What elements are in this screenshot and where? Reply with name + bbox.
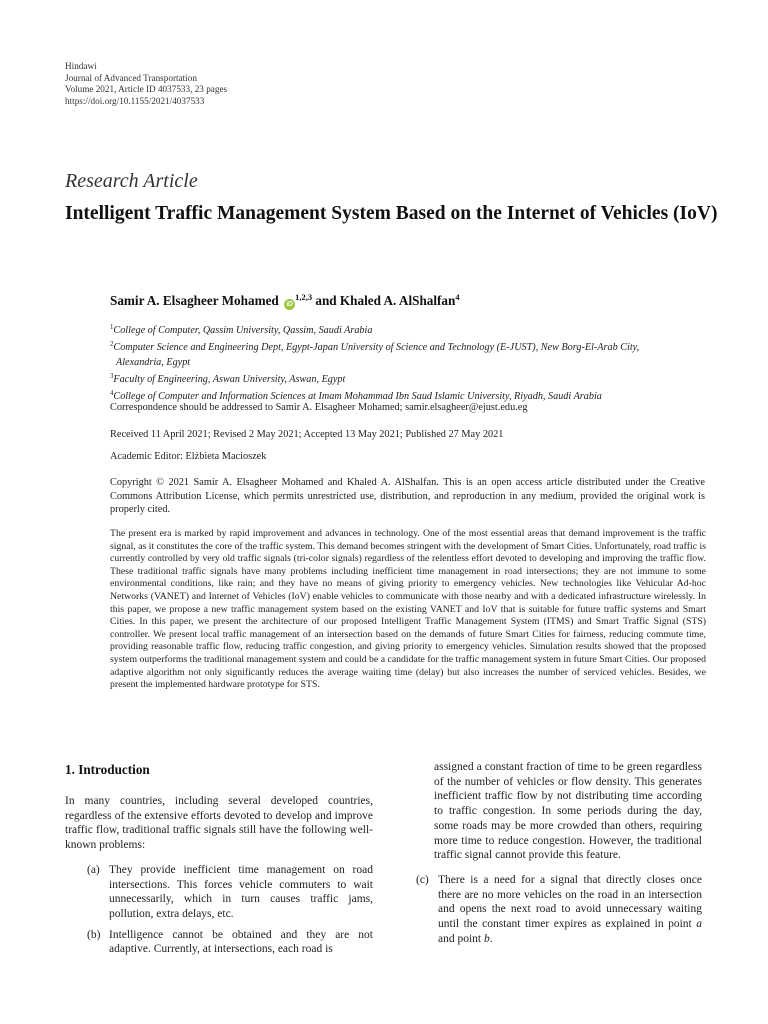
affiliation-number: 4 [110,390,114,398]
point-ref-a: a [696,918,702,931]
list-item-text-part: There is a need for a signal that directly closes once there are no more vehicles on the road in an intersection and opens the next road to avoid unnecessary waiting until the constant timer expires as explained in point [438,873,702,931]
volume-info: Volume 2021, Article ID 4037533, 23 pages [65,84,228,95]
affiliation-text-cont: Alexandria, Egypt [116,356,191,368]
right-column [414,760,702,952]
author-2-affil: 4 [455,292,460,302]
copyright-notice: Copyright © 2021 Samir A. Elsagheer Mohamed and Khaled A. AlShalfan. This is an open access article distributed under the Creative Commons Attribution License, which permits unrestricted use, distribution, and reproduction in any medium, provided the original work is properly cited. [110,477,705,516]
list-item-text-part: and point [438,932,484,945]
author-2-name[interactable]: Khaled A. AlShalfan [339,293,456,308]
list-item-a [85,863,373,922]
affiliation-number: 2 [110,341,114,349]
publication-dates: Received 11 April 2021; Revised 2 May 2021; Accepted 13 May 2021; Published 27 May 2021 [110,429,504,440]
article-title: Intelligent Traffic Management System Based on the Internet of Vehicles (IoV) [65,203,718,224]
affiliation-number: 1 [110,324,114,331]
left-column [65,762,373,963]
section-heading: 1. Introduction [65,762,150,777]
affiliation-2 [110,338,730,370]
affiliations [110,321,730,404]
publisher-name: Hindawi [65,61,97,71]
affiliation-text: College of Computer, Qassim University, Qassim, Saudi Arabia [113,325,373,336]
author-1-name[interactable]: Samir A. Elsagheer Mohamed [110,293,279,308]
abstract: The present era is marked by rapid improvement and advances in technology. One of the most essential areas that demand improvement is the traffic signal, as it constitutes the core of the traffic system. This demand becomes stringent with the development of Smart Cities. Unfortunately, road traffic is currently controlled by very old traffic signals (tri-color signals) regardless of the relentless effort devoted to developing and improving the traffic flow. These traditional traffic signals have many problems including inefficient time management in road intersections; they are not immune to some environmental conditions, like rain; and they have no means of giving priority to emergency vehicles. New technologies like Vehicular Ad-hoc Networks (VANET) and Internet of Vehicles (IoV) enable vehicles to communicate with those nearby and with a dedicated infrastructure wirelessly. In this paper, we propose a new traffic management system based on the existing VANET and IoV that is suitable for future traffic systems and Smart Cities. In this paper, we present the architecture of our proposed Intelligent Traffic Management System (ITMS) and Smart Traffic Signal (STS) controller. We present local traffic management of an intersection based on the demands of future Smart Cities for fairness, reducing commute time, providing reasonable traffic flow, reducing traffic congestion, and giving priority to emergency vehicles. Simulation results showed that the proposed system outperforms the traditional management system and could be a candidate for the traffic management system in future Smart Cities. Our proposed adaptive algorithm not only significantly reduces the average waiting time (delay) but also increases the number of serviced vehicles. Besides, we present the implemented hardware prototype for STS. [110,528,706,691]
point-ref-b: b [484,932,490,945]
orcid-icon[interactable]: iD [286,301,294,308]
list-item-text: Intelligence cannot be obtained and they are not adaptive. Currently, at intersections, each road is [109,928,373,956]
affiliation-text: College of Computer and Information Sciences at Imam Mohammad Ibn Saud Islamic University, Riyadh, Saudi Arabia [113,391,602,403]
list-item-b [85,928,373,957]
list-item-label: (b) [87,928,101,941]
affiliation-3 [110,370,730,387]
author-1-affil: 1,2,3 [295,292,313,302]
list-item-b-continued: assigned a constant fraction of time to be green regardless of the number of vehicles or flow density. This generates inefficient traffic flow by not distributing time according to traffic congestion. In some periods during the day, some roads may be more crowded than others, requiring more time to reduce congestion. However, the traditional traffic signal cannot provide this feature. [434,761,702,862]
list-item-c [414,873,702,947]
list-item-label: (c) [416,873,429,886]
affiliation-1 [110,321,730,338]
article-type: Research Article [65,170,198,192]
affiliation-text: Computer Science and Engineering Dept, Egypt-Japan University of Science and Technology (E-JUST), New Borg-El-Arab City, [113,342,640,354]
affiliation-number: 3 [110,372,114,380]
problem-list [65,863,373,957]
correspondence: Correspondence should be addressed to Samir A. Elsagheer Mohamed; samir.elsagheer@ejust.edu.eg [110,402,528,413]
list-item-text-part: . [489,932,493,945]
affiliation-text: Faculty of Engineering, Aswan University, Aswan, Egypt [113,373,346,385]
intro-paragraph: In many countries, including several developed countries, regardless of the extensive efforts devoted to develop and improve traffic flow, traditional traffic signals still have the following well-known problems: [65,795,373,852]
journal-name: Journal of Advanced Transportation [65,72,197,83]
academic-editor: Academic Editor: Elżbieta Macioszek [110,451,267,462]
list-item-label: (a) [87,863,100,876]
list-item-text: They provide inefficient time management on road intersections. This forces vehicle commuters to wait unnecessarily, which in turn causes traffic jams, pollution, extra delays, etc. [109,863,373,920]
list-item-text [438,873,702,947]
doi-link[interactable]: https://doi.org/10.1155/2021/4037533 [65,95,205,106]
author-line [110,292,460,310]
masthead [65,61,227,107]
author-joiner: and [312,293,340,308]
